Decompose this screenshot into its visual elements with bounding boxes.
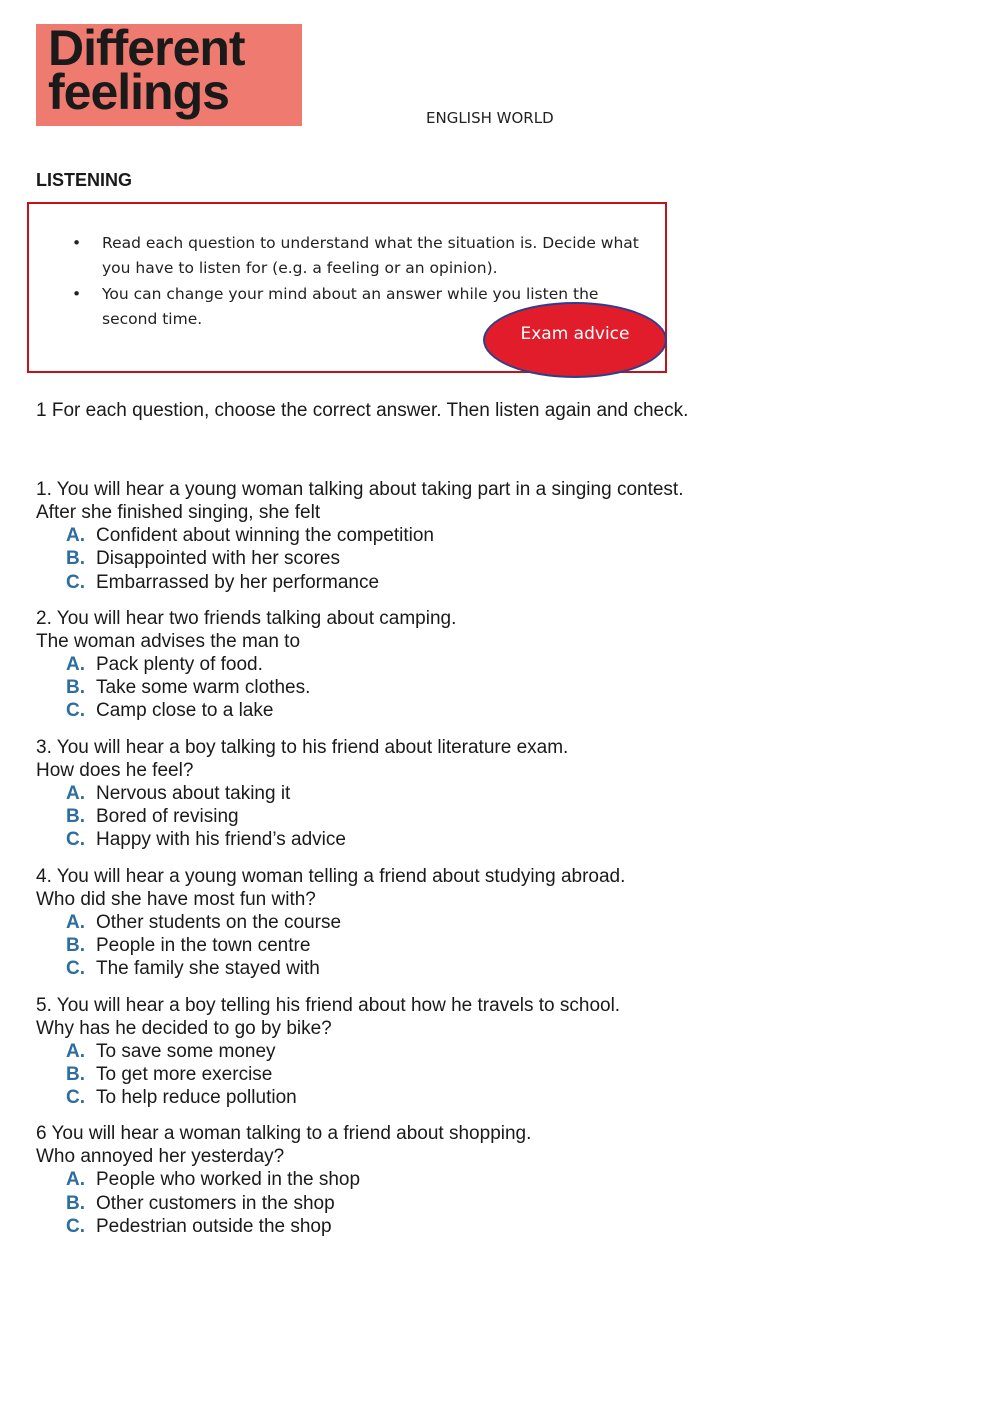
advice-tip-text: Read each question to understand what the situation is. Decide what you have to listen for (e.g. a feeling or an opinion).	[102, 234, 639, 277]
option-text: Nervous about taking it	[96, 782, 291, 804]
option-letter: A.	[66, 1169, 85, 1191]
question-5	[36, 994, 936, 1110]
answer-option-c[interactable]	[36, 957, 936, 980]
answer-option-c[interactable]	[36, 571, 936, 594]
option-letter: A.	[66, 1040, 85, 1062]
answer-option-a[interactable]	[36, 782, 936, 805]
answer-option-c[interactable]	[36, 1086, 936, 1109]
answer-option-c[interactable]	[36, 699, 936, 722]
section-title: LISTENING	[36, 170, 133, 190]
option-letter: B.	[66, 548, 85, 570]
option-text: Disappointed with her scores	[96, 548, 340, 570]
option-text: Pedestrian outside the shop	[96, 1216, 332, 1238]
worksheet-logo	[36, 20, 302, 126]
question-prompt: 6 You will hear a woman talking to a friend about shopping.	[36, 1123, 532, 1145]
option-letter: C.	[66, 829, 85, 851]
answer-option-a[interactable]	[36, 653, 936, 676]
option-letter: B.	[66, 1063, 85, 1085]
logo-line-1: Different	[48, 20, 245, 76]
answer-options	[36, 1168, 936, 1238]
question-2	[36, 607, 936, 723]
option-text: Take some warm clothes.	[96, 677, 311, 699]
option-text: Other students on the course	[96, 911, 342, 933]
option-letter: B.	[66, 934, 85, 956]
question-text: Who annoyed her yesterday?	[36, 1146, 285, 1168]
answer-option-b[interactable]	[36, 1063, 936, 1086]
option-letter: C.	[66, 700, 85, 722]
option-text: Camp close to a lake	[96, 700, 274, 722]
answer-option-b[interactable]	[36, 1192, 936, 1215]
answer-option-c[interactable]	[36, 1215, 936, 1238]
answer-options	[36, 911, 936, 981]
option-letter: B.	[66, 677, 85, 699]
question-prompt: 1. You will hear a young woman talking about taking part in a singing contest.	[36, 479, 684, 500]
answer-options	[36, 524, 936, 594]
question-prompt: 4. You will hear a young woman telling a friend about studying abroad.	[36, 865, 626, 887]
option-text: Other customers in the shop	[96, 1192, 335, 1214]
answer-option-b[interactable]	[36, 547, 936, 570]
exercise-instruction: 1 For each question, choose the correct answer. Then listen again and check.	[36, 400, 689, 421]
option-letter: C.	[66, 1216, 85, 1238]
option-text: People who worked in the shop	[96, 1169, 361, 1191]
option-text: Bored of revising	[96, 806, 239, 828]
option-letter: A.	[66, 525, 85, 546]
option-letter: A.	[66, 653, 85, 675]
question-4	[36, 865, 936, 981]
option-text: Confident about winning the competition	[96, 525, 435, 546]
option-letter: C.	[66, 958, 85, 980]
question-list	[36, 478, 936, 1251]
option-text: The family she stayed with	[96, 958, 320, 980]
answer-option-b[interactable]	[36, 805, 936, 828]
question-text: How does he feel?	[36, 759, 194, 781]
question-1	[36, 478, 936, 594]
option-text: To save some money	[96, 1040, 276, 1062]
logo-line-2: feelings	[48, 64, 229, 120]
question-text: The woman advises the man to	[36, 630, 301, 652]
option-letter: B.	[66, 1192, 85, 1214]
question-6	[36, 1122, 936, 1238]
advice-tip-text: You can change your mind about an answer while you listen the second time.	[102, 285, 599, 328]
option-text: Happy with his friend’s advice	[96, 829, 346, 851]
option-letter: A.	[66, 911, 85, 933]
option-text: Embarrassed by her performance	[96, 571, 380, 593]
bullet-icon: •	[72, 234, 82, 252]
question-prompt: 2. You will hear two friends talking about camping.	[36, 607, 457, 629]
exam-advice-bubble	[483, 302, 667, 378]
option-letter: C.	[66, 1087, 85, 1109]
advice-tip	[29, 231, 657, 281]
brand-label: ENGLISH WORLD	[426, 109, 554, 127]
question-3	[36, 736, 936, 852]
answer-option-a[interactable]	[36, 1168, 936, 1191]
answer-options	[36, 1040, 936, 1110]
option-text: People in the town centre	[96, 934, 311, 956]
option-letter: B.	[66, 806, 85, 828]
answer-option-a[interactable]	[36, 1040, 936, 1063]
question-text: Why has he decided to go by bike?	[36, 1017, 332, 1039]
question-prompt: 3. You will hear a boy talking to his friend about literature exam.	[36, 736, 569, 758]
exam-advice-label: Exam advice	[520, 324, 630, 344]
bullet-icon: •	[72, 285, 82, 303]
answer-option-b[interactable]	[36, 934, 936, 957]
question-text: After she finished singing, she felt	[36, 502, 321, 523]
option-text: Pack plenty of food.	[96, 653, 263, 675]
option-letter: A.	[66, 782, 85, 804]
answer-option-c[interactable]	[36, 828, 936, 851]
answer-options	[36, 782, 936, 852]
answer-option-b[interactable]	[36, 676, 936, 699]
answer-options	[36, 653, 936, 723]
question-text: Who did she have most fun with?	[36, 888, 316, 910]
answer-option-a[interactable]	[36, 911, 936, 934]
option-letter: C.	[66, 571, 85, 593]
question-prompt: 5. You will hear a boy telling his friend about how he travels to school.	[36, 994, 621, 1016]
answer-option-a[interactable]	[36, 524, 936, 547]
option-text: To help reduce pollution	[96, 1087, 297, 1109]
option-text: To get more exercise	[96, 1063, 273, 1085]
